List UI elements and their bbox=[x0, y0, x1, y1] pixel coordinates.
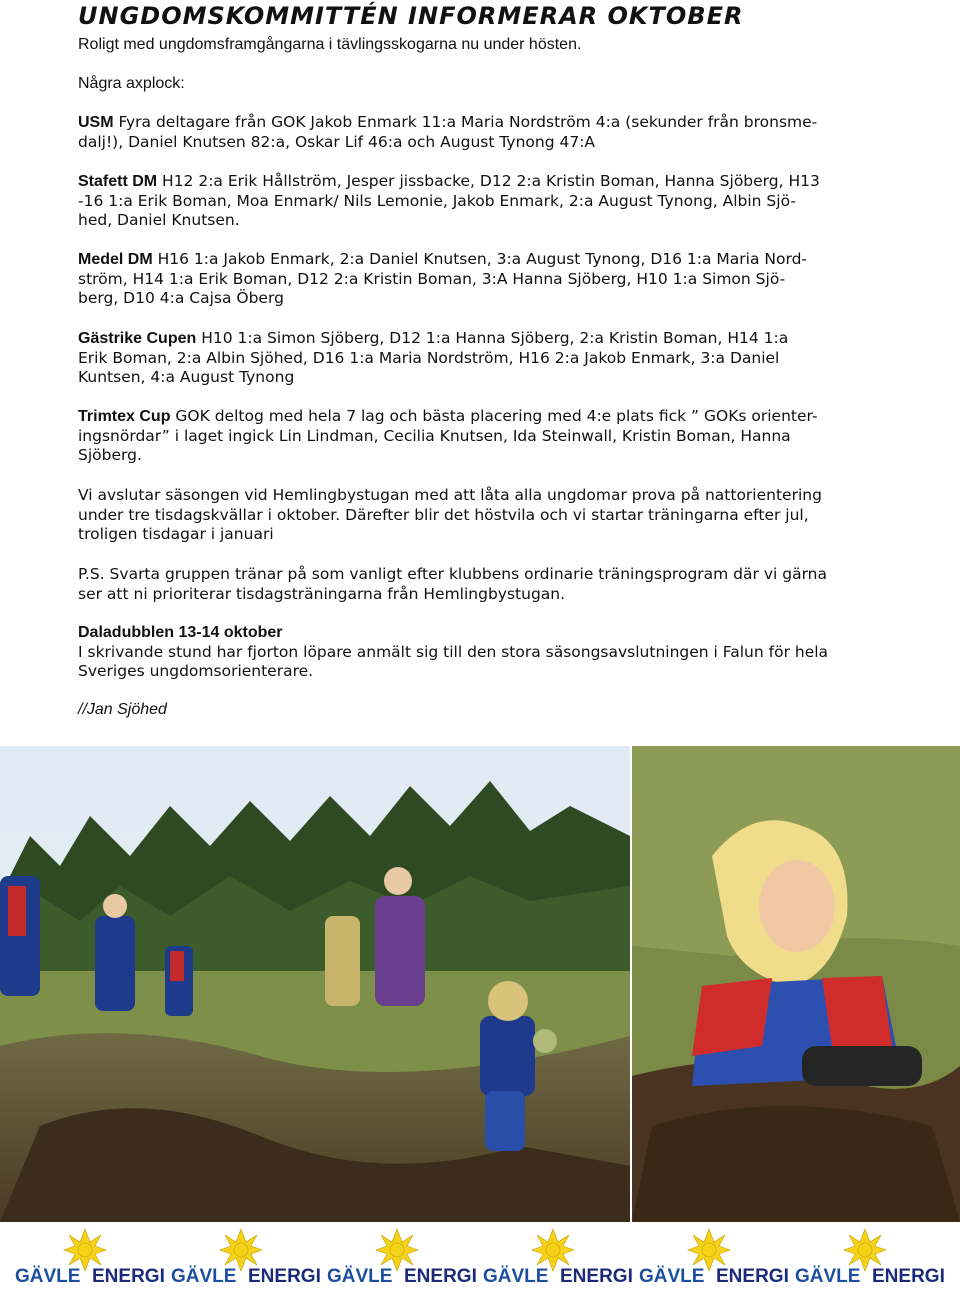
trimtex-line3: Sjöberg. bbox=[78, 446, 142, 465]
gastrike-label: Gästrike Cupen bbox=[78, 330, 197, 347]
stafett-paragraph bbox=[78, 172, 907, 231]
axplock-text: Några axplock: bbox=[78, 75, 185, 92]
daladubblen-line1: I skrivande stund har fjorton löpare anmält sig till den stora säsongsavslutningen i Falun för hela bbox=[78, 642, 829, 661]
gastrike-line1: H10 1:a Simon Sjöberg, D12 1:a Hanna Sjöberg, 2:a Kristin Boman, H14 1:a bbox=[196, 329, 789, 347]
stafett-line1: H12 2:a Erik Hållström, Jesper jissbacke, D12 2:a Kristin Boman, Hanna Sjöberg, H13 bbox=[157, 172, 820, 190]
avslut-paragraph bbox=[78, 486, 878, 545]
trimtex-paragraph bbox=[78, 407, 907, 466]
logo-text-gavle: GÄVLE bbox=[483, 1266, 549, 1287]
logo-text-energi: ENERGI bbox=[560, 1266, 633, 1287]
gavle-energi-logo bbox=[468, 1228, 633, 1290]
gastrike-line3: Kuntsen, 4:a August Tynong bbox=[78, 368, 295, 387]
photo-girl-mud bbox=[632, 746, 960, 1222]
stafett-label: Stafett DM bbox=[78, 173, 158, 190]
gastrike-line2: Erik Boman, 2:a Albin Sjöhed, D16 1:a Maria Nordström, H16 2:a Jakob Enmark, 3:a Daniel bbox=[78, 348, 780, 367]
gavle-energi-logo bbox=[0, 1228, 165, 1290]
trimtex-line1: GOK deltog med hela 7 lag och bästa placering med 4:e plats fick ” GOKs orienter- bbox=[170, 407, 818, 425]
logo-text-gavle: GÄVLE bbox=[795, 1266, 861, 1287]
trimtex-line2: ingsnördar” i laget ingick Lin Lindman, Cecilia Knutsen, Ida Steinwall, Kristin Boman, Hanna bbox=[78, 426, 791, 445]
avslut-line2: under tre tisdagskvällar i oktober. Därefter blir det höstvila och vi startar träningarna efter jul, bbox=[78, 505, 809, 524]
stafett-line2: -16 1:a Erik Boman, Moa Enmark/ Nils Lemonie, Jakob Enmark, 2:a August Tynong, Albin Sjö- bbox=[78, 191, 796, 210]
medel-line1: H16 1:a Jakob Enmark, 2:a Daniel Knutsen, 3:a August Tynong, D16 1:a Maria Nord- bbox=[152, 250, 808, 268]
usm-line2: dalj!), Daniel Knutsen 82:a, Oskar Lif 46:a och August Tynong 47:A bbox=[78, 132, 596, 151]
gavle-energi-logo bbox=[156, 1228, 321, 1290]
avslut-line3: troligen tisdagar i januari bbox=[78, 525, 274, 544]
medel-label: Medel DM bbox=[78, 251, 153, 268]
ps-line1: P.S. Svarta gruppen tränar på som vanligt efter klubbens ordinarie träningsprogram där vi gärna bbox=[78, 565, 827, 583]
intro-text: Roligt med ungdomsframgångarna i tävlingsskogarna nu under hösten. bbox=[78, 36, 582, 53]
logo-text-energi: ENERGI bbox=[716, 1266, 789, 1287]
logo-text-energi: ENERGI bbox=[872, 1266, 945, 1287]
logo-text-gavle: GÄVLE bbox=[171, 1266, 237, 1287]
ps-line2: ser att ni prioriterar tisdagsträningarna från Hemlingbystugan. bbox=[78, 584, 566, 603]
ps-paragraph bbox=[78, 565, 878, 604]
photo-bog-running bbox=[0, 746, 630, 1222]
logo-text-gavle: GÄVLE bbox=[327, 1266, 393, 1287]
medel-line3: berg, D10 4:a Cajsa Öberg bbox=[78, 289, 284, 308]
logo-text-gavle: GÄVLE bbox=[639, 1266, 705, 1287]
avslut-line1: Vi avslutar säsongen vid Hemlingbystugan med att låta alla ungdomar prova på nattorientering bbox=[78, 486, 822, 504]
daladubblen-title: Daladubblen 13-14 oktober bbox=[78, 624, 283, 641]
page-heading: UNGDOMSKOMMITTÉN INFORMERAR OKTOBER bbox=[78, 2, 744, 30]
logo-text-gavle: GÄVLE bbox=[15, 1266, 81, 1287]
medel-paragraph bbox=[78, 250, 907, 309]
usm-label: USM bbox=[78, 114, 114, 131]
usm-line1: Fyra deltagare från GOK Jakob Enmark 11:a Maria Nordström 4:a (sekunder från bronsme- bbox=[113, 113, 818, 131]
logo-text-energi: ENERGI bbox=[248, 1266, 321, 1287]
signature: //Jan Sjöhed bbox=[78, 701, 167, 718]
gavle-energi-logo bbox=[312, 1228, 477, 1290]
gastrike-paragraph bbox=[78, 329, 907, 388]
logo-text-energi: ENERGI bbox=[404, 1266, 477, 1287]
medel-line2: ström, H14 1:a Erik Boman, D12 2:a Kristin Boman, 3:A Hanna Sjöberg, H10 1:a Simon Sjö- bbox=[78, 269, 786, 288]
logo-text-energi: ENERGI bbox=[92, 1266, 165, 1287]
daladubblen-paragraph bbox=[78, 623, 878, 682]
stafett-line3: hed, Daniel Knutsen. bbox=[78, 211, 240, 230]
daladubblen-line2: Sveriges ungdomsorienterare. bbox=[78, 662, 314, 681]
gavle-energi-logo bbox=[624, 1228, 789, 1290]
usm-paragraph bbox=[78, 113, 907, 152]
trimtex-label: Trimtex Cup bbox=[78, 408, 171, 425]
sponsor-strip bbox=[0, 1228, 960, 1290]
gavle-energi-logo bbox=[780, 1228, 945, 1290]
